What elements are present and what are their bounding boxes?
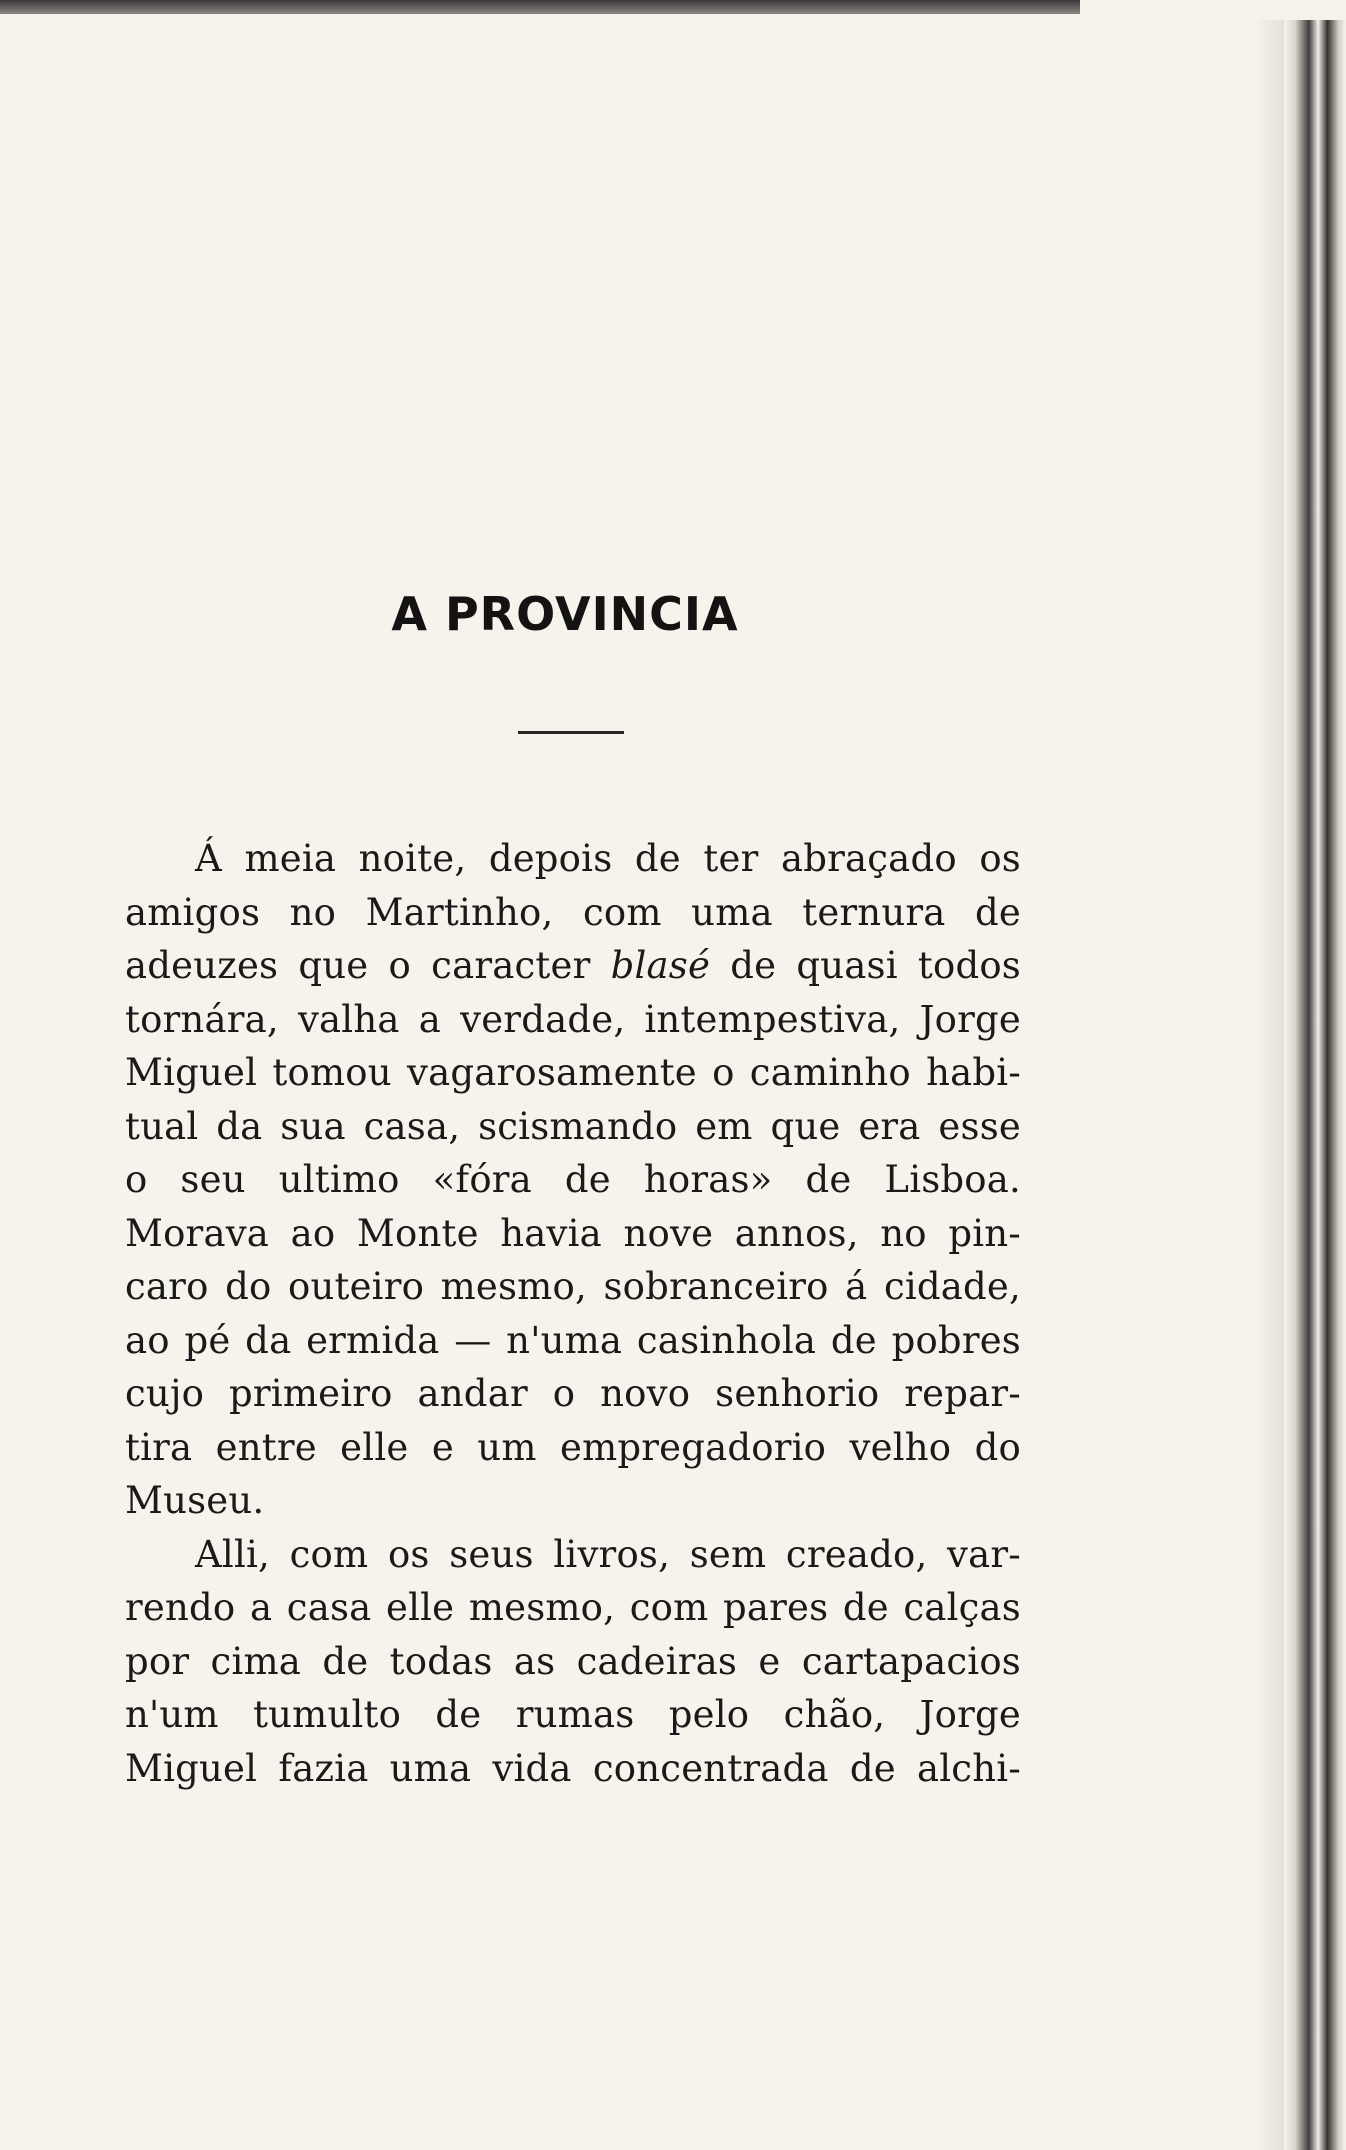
text-line: adeuzes que o caracter blasé de quasi todos (125, 944, 1021, 987)
text-line: Miguel tomou vagarosamente o caminho habi- (125, 1051, 1021, 1094)
text-line: tira entre elle e um empregadorio velho do (125, 1425, 1021, 1469)
body-text (125, 832, 1021, 1795)
top-edge-rule (0, 0, 1080, 14)
text-line: caro do outeiro mesmo, sobranceiro á cidade, (125, 1265, 1021, 1308)
text-line: cujo primeiro andar o novo senhorio repar- (125, 1372, 1021, 1415)
text-line: rendo a casa elle mesmo, com pares de calças (125, 1586, 1021, 1629)
text-line: Miguel fazia uma vida concentrada de alchi- (125, 1746, 1021, 1790)
paragraph-1 (125, 832, 1021, 1528)
paragraph-2 (125, 1528, 1021, 1796)
title-divider (518, 731, 624, 734)
text-line: Morava ao Monte havia nove annos, no pin- (125, 1211, 1021, 1255)
text-line: Alli, com os seus livros, sem creado, var- (195, 1532, 1021, 1576)
text-line: o seu ultimo «fóra de horas» de Lisboa. (125, 1158, 1021, 1201)
page-binding-edge (1284, 20, 1346, 2150)
text-line: por cima de todas as cadeiras e cartapacios (125, 1639, 1021, 1683)
text-line: amigos no Martinho, com uma ternura de (125, 890, 1021, 934)
text-line: Á meia noite, depois de ter abraçado os (195, 837, 1021, 880)
text-line: tornára, valha a verdade, intempestiva, Jorge (125, 997, 1021, 1041)
gutter-shadow (1254, 20, 1284, 2150)
text-line: n'um tumulto de rumas pelo chão, Jorge (125, 1693, 1021, 1736)
text-line: tual da sua casa, scismando em que era esse (125, 1104, 1021, 1148)
chapter-title: A PROVINCIA (391, 586, 739, 641)
text-line: Museu. (125, 1479, 265, 1522)
text-line: ao pé da ermida — n'uma casinhola de pobres (125, 1318, 1021, 1362)
